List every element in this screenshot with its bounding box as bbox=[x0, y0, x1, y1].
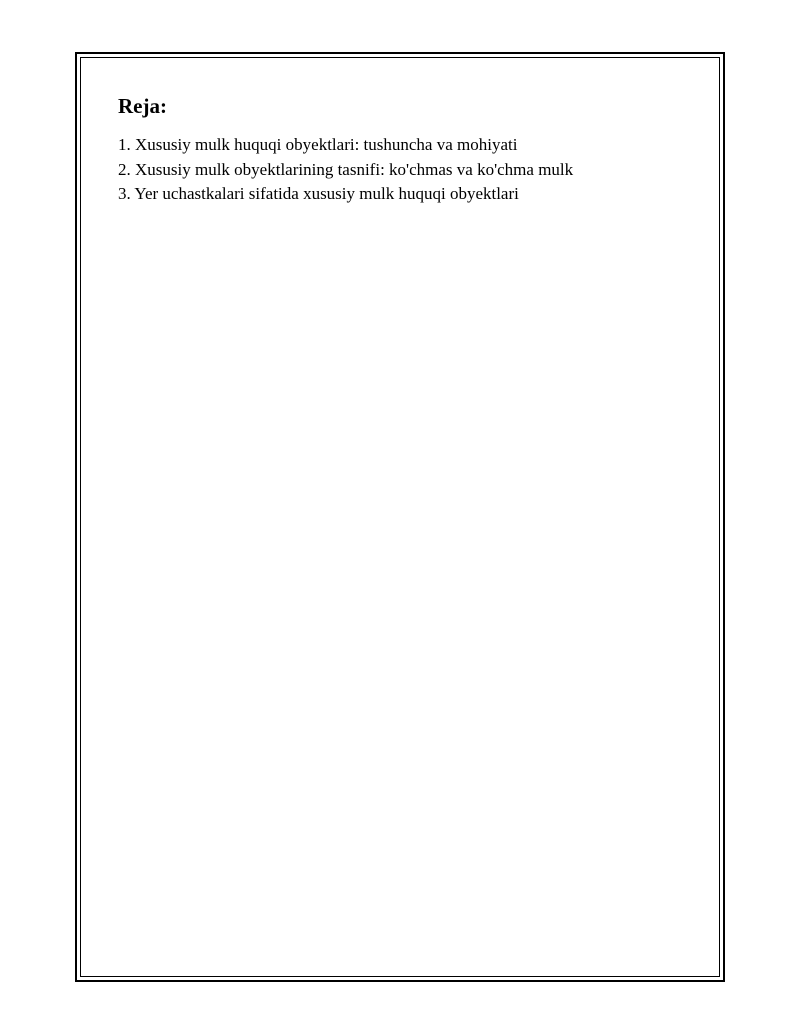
plan-item-3: 3. Yer uchastkalari sifatida xususiy mulk huquqi obyektlari bbox=[118, 184, 519, 203]
plan-heading: Reja: bbox=[118, 94, 167, 118]
plan-item-2: 2. Xususiy mulk obyektlarining tasnifi: ko'chmas va ko'chma mulk bbox=[118, 159, 574, 179]
page-content bbox=[118, 93, 698, 207]
plan-item-1: 1. Xususiy mulk huquqi obyektlari: tushuncha va mohiyati bbox=[118, 135, 518, 154]
plan-list bbox=[118, 133, 698, 207]
